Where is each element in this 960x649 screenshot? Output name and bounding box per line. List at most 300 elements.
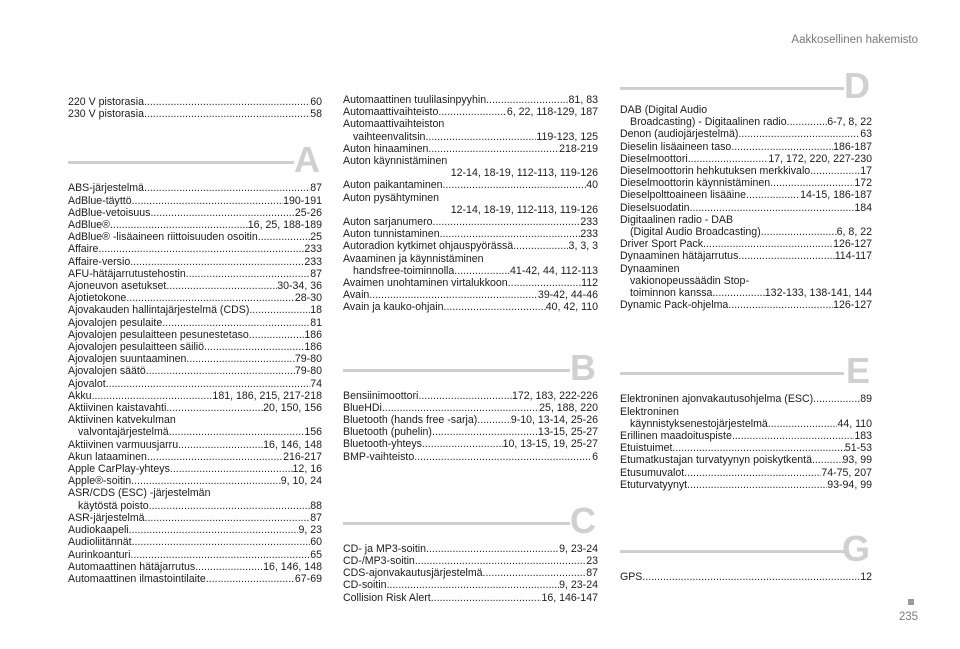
section-rule [620,87,844,90]
leader-dots [249,304,310,316]
section-rule [620,550,844,553]
leader-dots [642,571,860,583]
leader-dots [672,442,844,454]
entry-term: Audioliitännät [68,536,132,549]
entry-term: Ajovakauden hallintajärjestelmä (CDS) [68,304,250,317]
index-entry [620,442,872,454]
entry-term: Avaaminen ja käynnistäminen [343,252,484,265]
leader-dots [415,555,586,567]
entry-term: Ajovalojen pesulaite [68,316,163,329]
index-entry [343,131,598,143]
leader-dots [126,292,295,304]
section-letter: C [570,499,596,541]
section-divider-a [68,134,322,181]
index-entry [68,414,322,426]
entry-pages: 67-69 [294,572,322,585]
entry-term: Auton käynnistäminen [343,155,448,168]
entry-pages: 25, 188, 220 [539,401,598,414]
entry-pages: 16, 146, 148 [263,560,322,573]
leader-dots [813,393,860,405]
index-entry [68,463,322,475]
index-entry [68,561,322,573]
entry-pages: 6, 8, 22 [836,226,872,239]
index-entry [68,268,322,280]
index-entry [68,426,322,438]
leader-dots [146,365,295,377]
leader-dots [688,153,769,165]
section-letter: A [294,139,320,181]
entry-pages: 112 [581,277,598,290]
index-entry [68,304,322,316]
entry-term: Ajovalojen suuntaaminen [68,353,187,366]
entry-pages: 17 [860,165,872,178]
entry-pages: 58 [310,108,322,121]
leader-dots [204,341,304,353]
entry-term: Ajoneuvon asetukset [68,280,167,293]
index-entry [68,341,322,353]
index-entry [343,402,598,414]
index-entry [343,426,598,438]
entry-pages: 74 [310,377,322,390]
leader-dots [106,378,311,390]
entry-list [68,182,322,585]
leader-dots [150,207,294,219]
entry-pages: 9, 23-24 [559,542,598,555]
leader-dots [703,238,833,250]
leader-dots [170,463,293,475]
index-entry [343,106,598,118]
entry-list [620,104,872,311]
entry-term: Dynaaminen hätäjarrutus [620,250,739,263]
index-column-2 [343,94,598,604]
entry-term: Affaire [68,243,99,256]
entry-term: Etuturvatyynyt [620,478,688,491]
entry-pages: 156 [304,426,322,439]
leader-dots [110,219,248,231]
leader-dots [440,228,581,240]
index-entry [620,177,872,189]
entry-term: CD-/MP3-soitin [343,555,415,568]
index-entry [343,543,598,555]
entry-pages: 132-133, 138-141, 144 [764,287,872,300]
entry-pages: 181, 186, 215, 217-218 [212,389,322,402]
index-entry [68,402,322,414]
index-entry [343,438,598,450]
leader-dots [387,579,560,591]
entry-pages: 51-53 [844,442,872,455]
entry-term: Automaattivaihteiston [343,118,445,131]
entry-term: Ajovalojen pesulaitteen säiliö [68,341,205,354]
index-entry [620,275,872,287]
leader-dots [149,500,311,512]
entry-pages: 16, 146-147 [541,591,598,604]
leader-dots [132,195,284,207]
entry-term: Ajovalojen säätö [68,365,146,378]
index-entry [68,378,322,390]
entry-pages: 87 [586,567,598,580]
leader-dots [369,289,538,301]
index-entry [68,390,322,402]
entry-term: Elektroninen ajonvakautusohjelma (ESC) [620,393,814,406]
leader-dots [129,524,299,536]
index-entry [620,116,872,128]
section-letter: B [570,346,596,388]
entry-term: Affaire-versio [68,255,131,268]
entry-pages: 233 [304,243,322,256]
index-entry [68,219,322,231]
leader-dots [810,165,860,177]
entry-pages: 74-75, 207 [821,466,872,479]
entry-term: Ajovalojen pesulaitteen pesunestetaso [68,328,249,341]
index-entry [620,406,872,418]
index-entry [620,202,872,214]
section-rule [68,161,294,164]
leader-dots [131,475,281,487]
index-entry [68,487,322,499]
entry-pages: 172, 183, 222-226 [511,389,598,402]
entry-term: vakionopeussäädin Stop- [630,274,749,287]
leader-dots [144,108,310,120]
entry-pages: 23 [586,555,598,568]
leader-dots [768,418,838,430]
leader-dots [144,96,310,108]
entry-pages: 28-30 [294,292,322,305]
section-divider-c [343,495,598,539]
entry-term: Bluetooth-yhteys [343,438,422,451]
entry-pages: 6, 22, 118-129, 187 [506,106,598,119]
section-divider-b [343,342,598,386]
leader-dots [443,179,587,191]
leader-dots [738,250,834,262]
entry-pages: 119-123, 125 [536,130,598,143]
leader-dots [483,567,587,579]
entry-pages: 233 [580,228,598,241]
leader-dots [426,543,559,555]
leader-dots [418,390,512,402]
index-entry [620,104,872,116]
entry-pages: 126-127 [833,299,872,312]
index-entry [620,418,872,430]
entry-term: ABS-järjestelmä [68,182,144,195]
index-entry [343,592,598,604]
entry-term: DAB (Digital Audio [620,104,708,116]
leader-dots [178,439,263,451]
leader-dots [130,549,310,561]
entry-pages: 186 [304,341,322,354]
section-rule [343,369,570,372]
entry-term: BlueHDi [343,401,382,414]
index-entry [68,524,322,536]
entry-term: Digitaalinen radio - DAB [620,213,734,226]
leader-dots [169,426,305,438]
entry-pages: 20, 150, 156 [263,402,322,415]
entry-pages: 16, 25, 188-189 [247,219,322,232]
index-entry [620,571,872,583]
entry-term: Apple CarPlay-yhteys [68,463,170,476]
entry-term: Aktiivinen kaistavahti [68,402,167,415]
entry-pages: 40, 42, 110 [545,301,598,314]
entry-term: käynnistyksenestojärjestelmä [630,417,768,430]
entry-term: CDS-ajonvakautusjärjestelmä [343,567,483,580]
index-entry [343,167,598,179]
entry-list [68,96,322,120]
index-entry [343,228,598,240]
entry-term: Elektroninen [620,405,679,418]
entry-pages: 9-10, 13-14, 25-26 [510,414,598,427]
leader-dots [425,131,536,143]
entry-pages: 93-94, 99 [827,478,872,491]
entry-pages: 12 [860,571,872,584]
leader-dots [684,467,821,479]
entry-term: Dieselin lisäaineen taso [620,140,732,153]
entry-term: Auton pysähtyminen [343,191,439,204]
section-rule [620,372,844,375]
leader-dots [186,353,295,365]
index-entry [343,265,598,277]
leader-dots [166,280,277,292]
entry-pages: 172 [854,177,872,190]
entry-pages: 40 [586,179,598,192]
leader-dots [144,182,310,194]
entry-pages: 114-117 [834,250,872,263]
leader-dots [186,268,310,280]
leader-dots [728,299,833,311]
entry-term: Bluetooth (puhelin) [343,426,432,439]
index-entry [68,292,322,304]
entry-pages: 9, 23 [298,524,322,537]
index-entry [68,451,322,463]
entry-pages: 186-187 [833,140,872,153]
index-entry [68,182,322,194]
entry-term: AdBlue-täyttö [68,194,132,207]
entry-pages: 79-80 [294,365,322,378]
entry-term: 220 V pistorasia [68,96,144,108]
leader-dots [166,402,263,414]
entry-term: CD-soitin [343,579,387,592]
entry-pages: 87 [310,182,322,195]
index-entry [68,439,322,451]
index-entry [343,155,598,167]
page-marker [908,599,914,605]
leader-dots [132,536,311,548]
index-entry [68,365,322,377]
entry-term: Dieselmoottorin hehkutuksen merkkivalo [620,165,811,178]
page-number: 235 [898,611,918,623]
entry-term: (Digital Audio Broadcasting) [630,226,761,239]
entry-pages: 41-42, 44, 112-113 [510,264,598,277]
entry-term: Denon (audiojärjestelmä) [620,128,739,141]
entry-pages: 87 [310,511,322,524]
index-entry [343,179,598,191]
index-entry [620,479,872,491]
index-entry [620,454,872,466]
entry-pages: 81 [310,316,322,329]
leader-dots [732,430,854,442]
index-column-1 [68,96,322,585]
entry-pages: 183 [854,430,872,443]
index-column-3 [620,60,872,583]
entry-term: Dieselmoottori [620,152,688,165]
entry-pages: 14-15, 186-187 [800,189,872,202]
leader-dots [382,402,539,414]
index-entry [68,96,322,108]
leader-dots [731,141,833,153]
index-entry [68,207,322,219]
leader-dots [414,451,592,463]
entry-pages: 89 [860,393,872,406]
index-entry [68,549,322,561]
entry-pages: 65 [310,548,322,561]
entry-term: BMP-vaihteisto [343,450,415,463]
entry-pages: 17, 172, 220, 227-230 [768,152,872,165]
entry-list [620,571,872,583]
leader-dots [258,231,310,243]
index-entry [620,430,872,442]
leader-dots [444,301,546,313]
entry-list [343,543,598,604]
entry-list [343,390,598,463]
index-entry [68,280,322,292]
leader-dots [433,216,581,228]
entry-term: CD- ja MP3-soitin [343,542,427,555]
index-entry [620,393,872,405]
index-entry [620,189,872,201]
index-entry [620,165,872,177]
entry-term: ASR/CDS (ESC) -järjestelmän [68,487,211,500]
entry-list [620,393,872,491]
index-entry [620,226,872,238]
entry-term: Bluetooth (hands free -sarja) [343,414,478,427]
index-entry [343,451,598,463]
leader-dots [770,177,854,189]
entry-term: Ajovalot [68,377,106,390]
entry-term: Collision Risk Alert [343,591,431,604]
index-entry [343,289,598,301]
entry-term: AdBlue-vetoisuus [68,206,151,219]
index-entry [343,94,598,106]
entry-pages: 12-14, 18-19, 112-113, 119-126 [450,203,598,216]
entry-term: GPS [620,571,643,584]
entry-term: käytöstä poisto [78,499,149,512]
index-entry [68,195,322,207]
entry-term: Akun lataaminen [68,450,147,463]
entry-term: Apple®-soitin [68,475,132,488]
entry-term: Broadcasting) - Digitaalinen radio [630,116,787,129]
index-entry [343,253,598,265]
entry-pages: 25-26 [294,206,322,219]
entry-pages: 9, 23-24 [559,579,598,592]
index-entry [343,118,598,130]
entry-term: ASR-järjestelmä [68,511,145,524]
section-divider-e [620,345,872,392]
entry-term: Aktiivinen katvekulman [68,414,176,427]
section-rule [343,522,570,525]
entry-pages: 6 [592,450,598,463]
leader-dots [432,426,538,438]
index-entry [68,243,322,255]
entry-term: Dynamic Pack-ohjelma [620,299,729,312]
entry-term: Dieselpolttoaineen lisääine [620,189,747,202]
index-entry [68,573,322,585]
entry-term: Automaattinen ilmastointilaite [68,572,206,585]
entry-term: valvontajärjestelmä [78,426,169,439]
index-entry [68,475,322,487]
entry-pages: 233 [580,216,598,229]
leader-dots [145,512,311,524]
index-entry [68,108,322,120]
entry-pages: 12-14, 18-19, 112-113, 119-126 [450,167,598,180]
index-entry [68,512,322,524]
entry-list [343,94,598,314]
entry-term: Autoradion kytkimet ohjauspyörässä [343,240,514,253]
entry-pages: 13-15, 25-27 [537,426,598,439]
leader-dots [486,94,568,106]
index-entry [68,231,322,243]
entry-term: Auton tunnistaminen [343,228,440,241]
entry-term: Auton sarjanumero [343,216,433,229]
section-letter: D [844,65,870,106]
entry-pages: 218-219 [559,142,598,155]
leader-dots [477,414,511,426]
entry-pages: 30-34, 36 [277,280,322,293]
entry-pages: 10, 13-15, 19, 25-27 [502,438,598,451]
entry-pages: 6-7, 8, 22 [827,116,872,129]
entry-term: Bensiinimoottori [343,389,419,402]
index-entry [68,329,322,341]
entry-pages: 87 [310,267,322,280]
leader-dots [687,479,827,491]
section-divider-g [620,523,872,570]
entry-term: Etuistuimet [620,442,673,455]
section-divider-d [620,60,872,104]
entry-pages: 81, 83 [568,94,598,106]
entry-term: vaihteenvalitsin [353,130,426,143]
index-entry [620,287,872,299]
leader-dots [92,390,213,402]
entry-term: Avain ja kauko-ohjain [343,301,444,314]
entry-pages: 16, 146, 148 [263,438,322,451]
index-entry [68,500,322,512]
index-entry [343,277,598,289]
index-entry [68,536,322,548]
index-entry [620,250,872,262]
leader-dots [508,277,581,289]
index-entry [343,204,598,216]
index-entry [620,238,872,250]
entry-term: handsfree-toiminnolla [353,264,455,277]
entry-term: Dieselmoottorin käynnistäminen [620,177,771,190]
entry-pages: 126-127 [833,238,872,251]
entry-pages: 216-217 [283,450,322,463]
entry-pages: 60 [310,536,322,549]
leader-dots [195,561,263,573]
section-letter: E [845,350,870,392]
index-entry [620,153,872,165]
entry-term: toiminnon kanssa [630,287,713,300]
index-entry [68,317,322,329]
entry-pages: 25 [310,231,322,244]
leader-dots [431,592,542,604]
entry-term: Automaattinen hätäjarrutus [68,560,196,573]
index-entry [620,128,872,140]
index-entry [620,299,872,311]
leader-dots [428,143,559,155]
header-title: Aakkosellinen hakemisto [791,34,918,46]
index-entry [620,467,872,479]
entry-pages: 93, 99 [842,454,872,467]
leader-dots [761,226,837,238]
leader-dots [690,202,855,214]
